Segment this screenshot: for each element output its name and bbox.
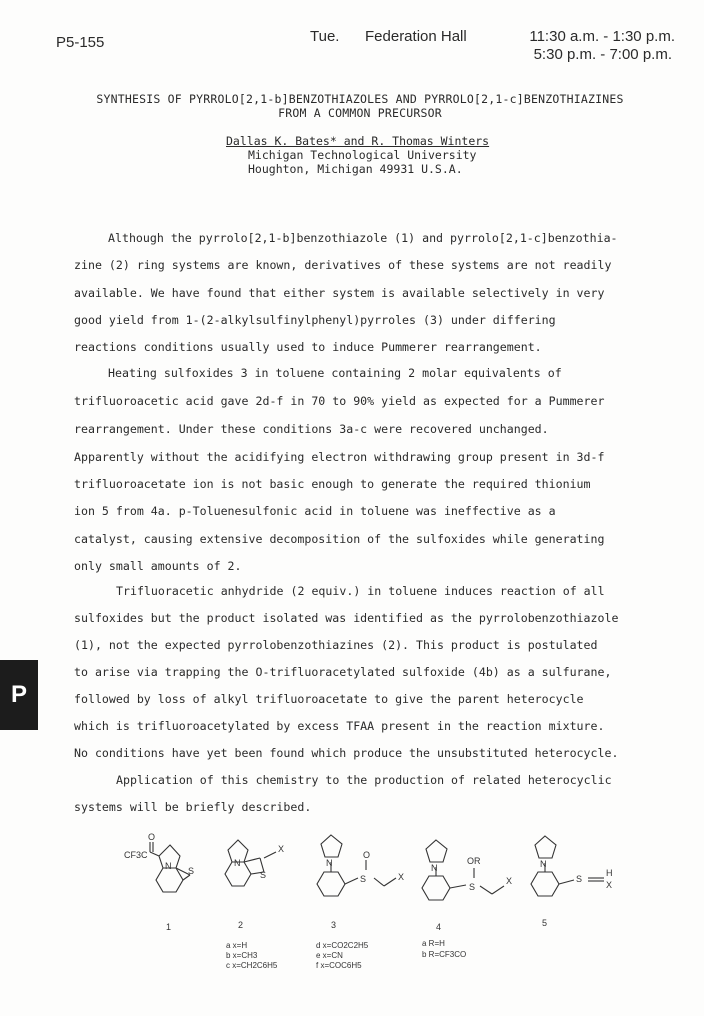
session-time-2: 5:30 p.m. - 7:00 p.m. [533,46,672,63]
compound-2-sulfur: S [260,870,267,880]
body-line: available. We have found that either system is available selectively in very [74,286,605,300]
compound-4-x: X [506,876,513,886]
body-line: Heating sulfoxides 3 in toluene containing 2 molar equivalents of [108,366,562,380]
author-names: Dallas K. Bates* and R. Thomas Winters [226,134,490,148]
compound-3-x: X [398,872,405,882]
session-day: Tue. [310,28,340,45]
structures-figure [0,830,704,1010]
compound-5-h: H [606,868,613,878]
session-time-1: 11:30 a.m. - 1:30 p.m. [529,28,675,45]
key4-b: b R=CF3CO [422,950,467,959]
compound-label-1: 1 [166,922,172,932]
body-line: systems will be briefly described. [74,800,312,814]
compound-3-sulfur: S [360,874,367,884]
body-line: trifluoroacetic acid gave 2d-f in 70 to 90% yield as expected for a Pummerer [74,394,605,408]
body-line: Trifluoracetic anhydride (2 equiv.) in toluene induces reaction of all [116,584,605,598]
body-line: rearrangement. Under these conditions 3a-c were recovered unchanged. [74,422,549,436]
paper-title-line-1: SYNTHESIS OF PYRROLO[2,1-b]BENZOTHIAZOLES AND PYRROLO[2,1-c]BENZOTHIAZINES [96,92,624,106]
body-line: sulfoxides but the product isolated was identified as the pyrrolobenzothiazole [74,611,619,625]
compound-5-sulfur: S [576,874,583,884]
session-location: Federation Hall [365,28,467,45]
compound-label-4: 4 [436,922,442,932]
compound-label-3: 3 [331,920,337,930]
body-line: followed by loss of alkyl trifluoroacetate to give the parent heterocycle [74,692,584,706]
author-city: Houghton, Michigan 49931 U.S.A. [248,162,463,176]
body-line: only small amounts of 2. [74,559,242,573]
body-line: reactions conditions usually used to induce Pummerer rearrangement. [74,340,542,354]
body-line: No conditions have yet been found which produce the unsubstituted heterocycle. [74,746,619,760]
carbonyl-oxygen-label: O [148,832,156,842]
body-line: good yield from 1-(2-alkylsulfinylphenyl)pyrroles (3) under differing [74,313,556,327]
compound-4-or: OR [467,856,481,866]
compound-4-nitrogen: N [431,863,438,873]
body-line: trifluoroacetate ion is not basic enough to generate the required thionium [74,477,591,491]
session-code: P5-155 [56,34,105,51]
compound-5-x: X [606,880,613,890]
body-line: which is trifluoroacetylated by excess TFAA present in the reaction mixture. [74,719,605,733]
compound-2-nitrogen: N [234,858,241,868]
compound-1-sulfur: S [188,866,195,876]
key2-c: c x=CH2C6H5 [226,961,278,970]
author-university: Michigan Technological University [248,148,477,162]
key4-a: a R=H [422,939,445,948]
body-line: Although the pyrrolo[2,1-b]benzothiazole (1) and pyrrolo[2,1-c]benzothia- [108,231,618,245]
compound-1-nitrogen: N [165,861,172,871]
body-line: to arise via trapping the O-trifluoracetylated sulfoxide (4b) as a sulfurane, [74,665,612,679]
body-line: Apparently without the acidifying electron withdrawing group present in 3d-f [74,450,605,464]
body-line: (1), not the expected pyrrolobenzothiazines (2). This product is postulated [74,638,598,652]
key3-f: f x=COC6H5 [316,961,362,970]
compound-label-5: 5 [542,918,548,928]
compound-label-2: 2 [238,920,244,930]
key2-b: b x=CH3 [226,951,258,960]
body-line: ion 5 from 4a. p-Toluenesulfonic acid in toluene was ineffective as a [74,504,556,518]
compound-3-oxygen: O [363,850,371,860]
cf3co-label: CF3C [124,850,148,860]
compound-3-nitrogen: N [326,858,333,868]
body-line: zine (2) ring systems are known, derivatives of these systems are not readily [74,258,612,272]
schedule [310,28,682,64]
key2-a: a x=H [226,941,248,950]
compound-4-sulfur: S [469,882,476,892]
key3-e: e x=CN [316,951,343,960]
compound-2-structure [225,840,276,886]
body-line: Application of this chemistry to the production of related heterocyclic [116,773,612,787]
compound-5-nitrogen: N [540,859,547,869]
section-tab: P [0,660,38,730]
key3-d: d x=CO2C2H5 [316,941,369,950]
body-line: catalyst, causing extensive decomposition of the sulfoxides while generating [74,532,605,546]
compound-2-x: X [278,844,285,854]
paper-title-line-2: FROM A COMMON PRECURSOR [278,106,442,120]
